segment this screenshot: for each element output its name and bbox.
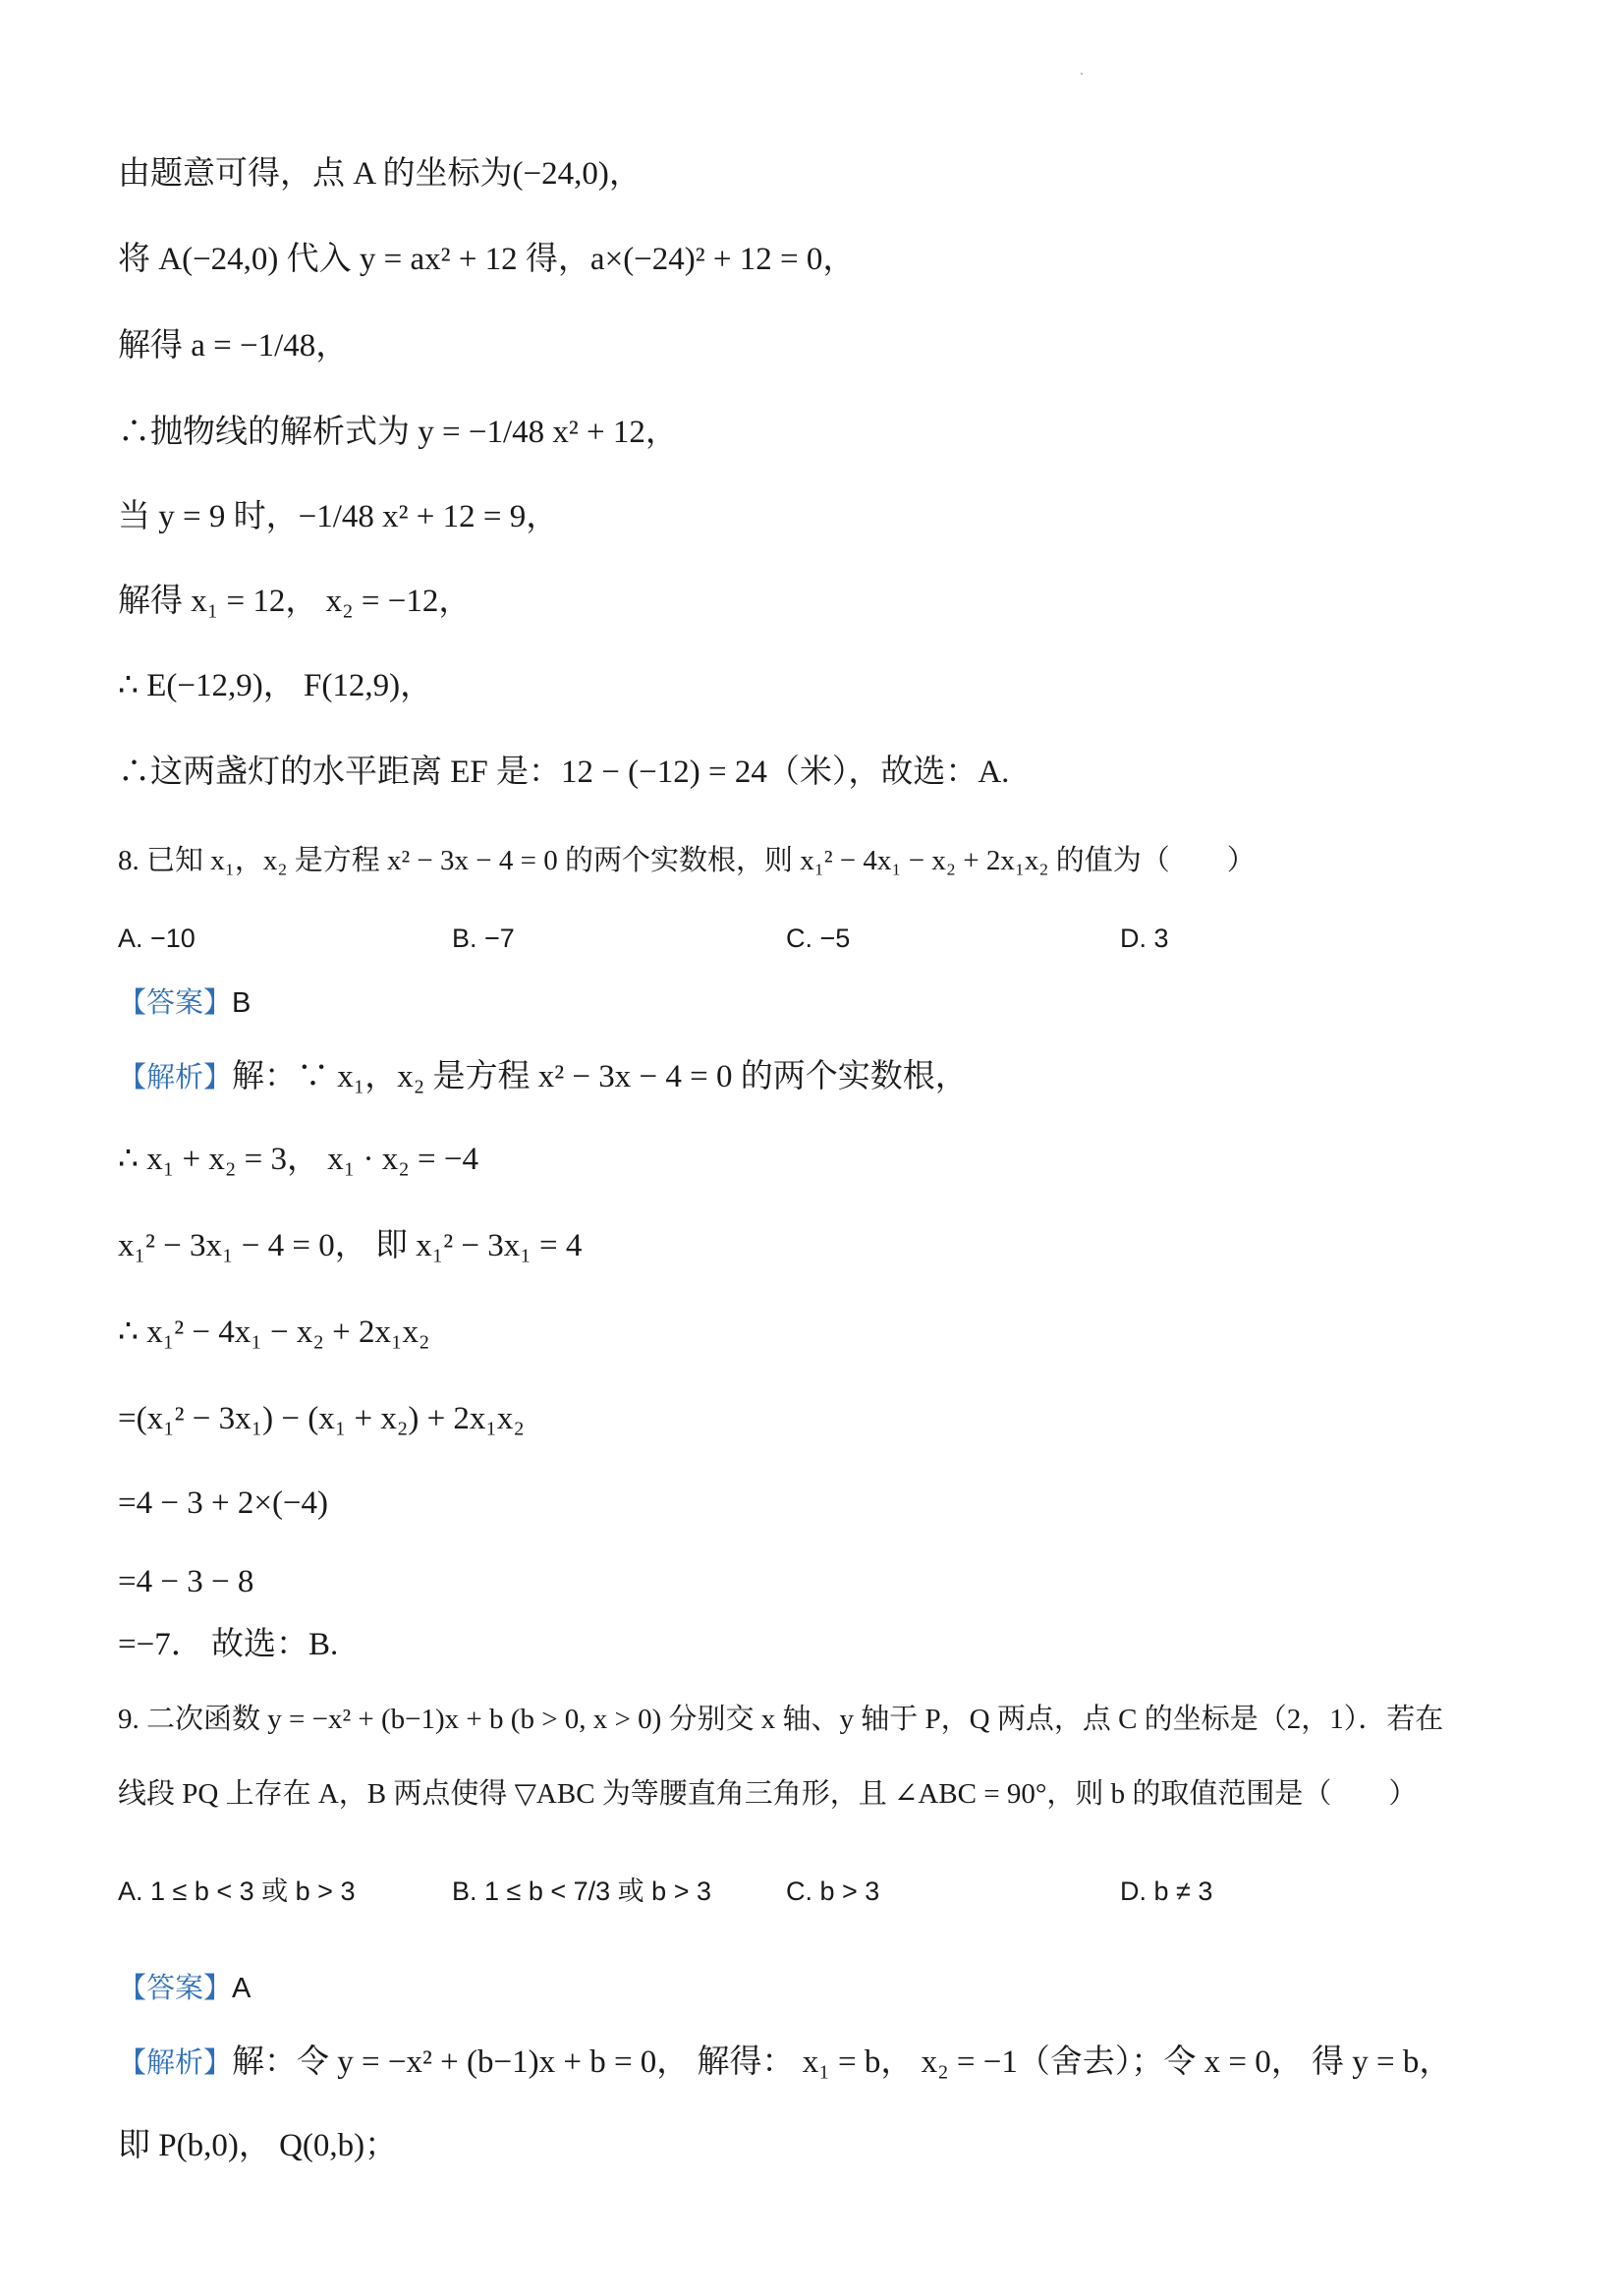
q9-analysis-first — [118, 2043, 1525, 2083]
q9-answer — [118, 1968, 1525, 2008]
question-8-stem: 8. 已知 x₁，x₂ 是方程 x² − 3x − 4 = 0 的两个实数根，则 x₁² − 4x₁ − x₂ + 2x₁x₂ 的值为（ ） — [118, 845, 1256, 876]
q9-option-b: B. 1 ≤ b < 7/3 或 b > 3 — [452, 1876, 711, 1906]
text-line: ∴抛物线的解析式为 y = −1/48 x² + 12， — [118, 415, 678, 450]
analysis-line: =4 − 3 − 8 — [118, 1564, 254, 1599]
text-line: 解得 x₁ = 12， x₂ = −12， — [118, 584, 472, 619]
q8-answer — [118, 982, 1525, 1023]
analysis-line: =−7． 故选：B. — [118, 1627, 339, 1662]
question-9-stem: 线段 PQ 上存在 A，B 两点使得 ▽ABC 为等腰直角三角形，且 ∠ABC = 90°，则 b 的取值范围是（ ） — [118, 1778, 1418, 1810]
question-9-stem: 9. 二次函数 y = −x² + (b−1)x + b (b > 0, x > 0) 分别交 x 轴、y 轴于 P，Q 两点，点 C 的坐标是（2，1）．若在 — [118, 1704, 1444, 1735]
text-line: ∴这两盏灯的水平距离 EF 是：12 − (−12) = 24（米），故选：A. — [118, 755, 1010, 790]
analysis-line: =4 − 3 + 2×(−4) — [118, 1485, 329, 1521]
analysis-line: ∴ x₁² − 4x₁ − x₂ + 2x₁x₂ — [118, 1315, 430, 1350]
text-line: 由题意可得，点 A 的坐标为(−24,0)， — [118, 156, 642, 192]
analysis-tag: 【解析】 — [118, 2047, 233, 2079]
q8-option-c: C. −5 — [786, 924, 851, 953]
q8-option-b: B. −7 — [452, 924, 515, 953]
answer-value: A — [232, 1973, 252, 2004]
q9-option-c: C. b > 3 — [786, 1876, 880, 1906]
analysis-line: =(x₁² − 3x₁) − (x₁ + x₂) + 2x₁x₂ — [118, 1401, 525, 1436]
analysis-line: 即 P(b,0)， Q(0,b)； — [118, 2128, 398, 2163]
text-line: ∴ E(−12,9)， F(12,9)， — [118, 668, 433, 703]
analysis-tag: 【解析】 — [118, 1062, 233, 1093]
q8-option-d: D. 3 — [1120, 924, 1169, 953]
analysis-text: 解：令 y = −x² + (b−1)x + b = 0， 解得： x₁ = b， x₂ = −1（舍去）；令 x = 0， 得 y = b， — [232, 2044, 1452, 2080]
analysis-text: 解：∵ x₁，x₂ 是方程 x² − 3x − 4 = 0 的两个实数根， — [232, 1059, 968, 1094]
analysis-line: ∴ x₁ + x₂ = 3， x₁ · x₂ = −4 — [118, 1142, 478, 1177]
scan-speck — [1081, 73, 1083, 75]
q8-analysis-first — [118, 1057, 1525, 1097]
text-line: 解得 a = −1/48， — [118, 328, 349, 364]
q8-option-a: A. −10 — [118, 924, 196, 953]
answer-tag: 【答案】 — [118, 1973, 233, 2004]
text-line: 将 A(−24,0) 代入 y = ax² + 12 得，a×(−24)² + 12 = 0， — [118, 242, 856, 277]
analysis-line: x₁² − 3x₁ − 4 = 0， 即 x₁² − 3x₁ = 4 — [118, 1228, 583, 1263]
text-line: 当 y = 9 时，−1/48 x² + 12 = 9， — [118, 499, 559, 534]
q9-option-a: A. 1 ≤ b < 3 或 b > 3 — [118, 1876, 356, 1906]
q9-option-d: D. b ≠ 3 — [1120, 1876, 1213, 1906]
answer-tag: 【答案】 — [118, 987, 233, 1019]
answer-value: B — [232, 987, 252, 1019]
